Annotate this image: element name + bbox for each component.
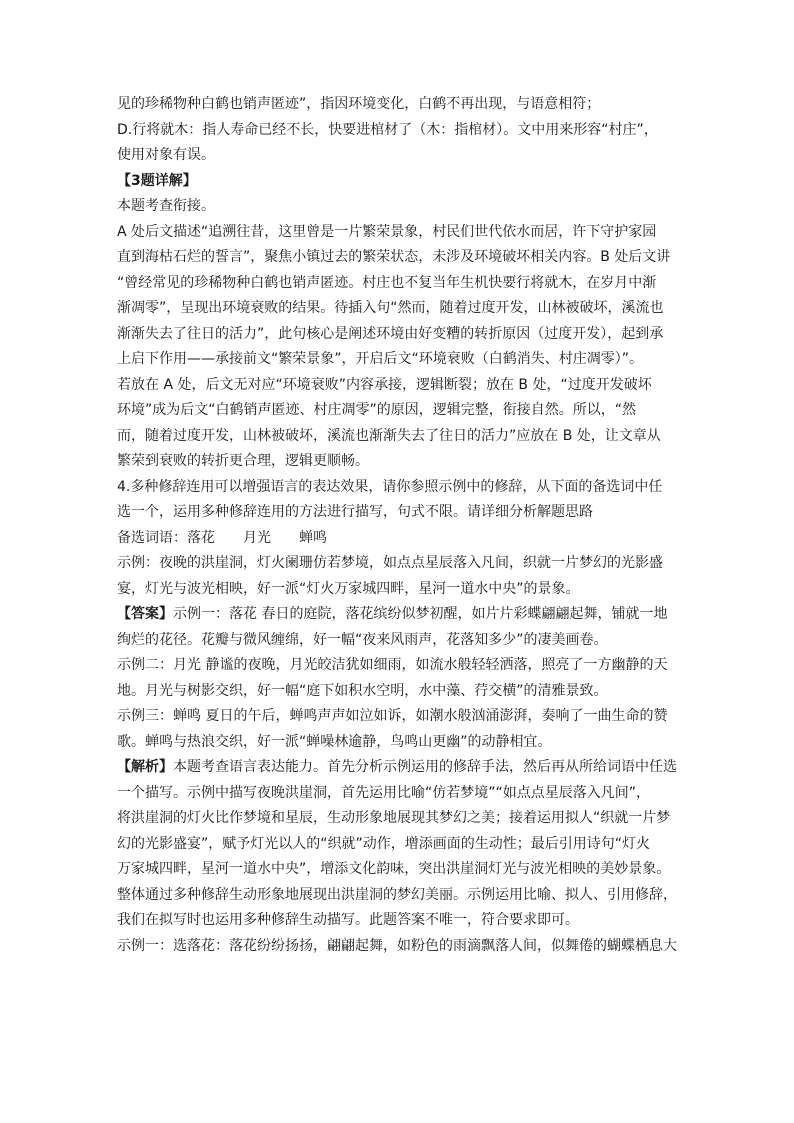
text-line: “曾经常见的珍稀物种白鹤也销声匿迹。村庄也不复当年生机快要行将就木，在岁月中渐 xyxy=(117,274,657,291)
text-line: 选一个，运用多种修辞连用的方法进行描写，句式不限。请详细分析解题思路 xyxy=(117,504,593,520)
text-line xyxy=(117,602,682,628)
text-line: 歌。蝉鸣与热浪交织，好一派“蝉噪林逾静，鸟鸣山更幽”的动静相宜。 xyxy=(117,733,552,750)
text-line: 本题考查衔接。 xyxy=(117,198,215,214)
text-line: 幻的光影盛宴”，赋予灯光以人的“织就”动作，增添画面的生动性；最后引用诗句“灯火 xyxy=(117,835,651,852)
text-line: 繁荣到衰败的转折更合理，逻辑更顺畅。 xyxy=(117,453,369,469)
text-line: 我们在拟写时也运用多种修辞生动描写。此题答案不唯一，符合要求即可。 xyxy=(117,912,579,928)
text-line: 示例一：选落花：落花纷纷扬扬，翩翩起舞，如粉色的雨滴飘落人间，似舞倦的蝴蝶栖息大 xyxy=(117,937,677,954)
text-line: 【3题详解】 xyxy=(117,172,197,189)
text-line: A 处后文描述“追溯往昔，这里曾是一片繁荣景象，村民们世代依水而居，许下守护家园 xyxy=(117,223,657,240)
text-line: 而，随着过度开发，山林被破坏，溪流也渐渐失去了往日的活力”应放在 B 处，让文章从 xyxy=(117,427,661,444)
text-line: 一个描写。示例中描写夜晚洪崖洞，首先运用比喻“仿若梦境”“如点点星辰落入凡间”， xyxy=(117,784,651,801)
text-line: 宴，灯光与波光相映，好一派“灯火万家城四畔，星河一道水中央”的景象。 xyxy=(117,580,580,597)
text-line: 万家城四畔，星河一道水中央”，增添文化韵味，突出洪崖洞灯光与波光相映的美妙景象。 xyxy=(117,861,671,877)
text-line: 示例二：月光 静谧的夜晚，月光皎洁犹如细雨，如流水般轻轻洒落，照亮了一方幽静的天 xyxy=(117,657,668,673)
line-text: 示例一：落花 春日的庭院，落花缤纷似梦初醒，如片片彩蝶翩翩起舞，铺就一地 xyxy=(173,606,668,622)
text-line: 直到海枯石烂的誓言”，聚焦小镇过去的繁荣状态，未涉及环境破坏相关内容。B 处后文讲 xyxy=(117,249,671,265)
text-line: 地。月光与树影交织，好一幅“庭下如积水空明，水中藻、荇交横”的清雅景致。 xyxy=(117,682,608,699)
section-tag: 【答案】 xyxy=(117,606,173,622)
text-line: 上启下作用——承接前文“繁荣景象”，开启后文“环境衰败（白鹤消失、村庄凋零）”。 xyxy=(117,351,644,367)
text-line: 整体通过多种修辞生动形象地展现出洪崖洞的梦幻美丽。示例运用比喻、拟人、引用修辞， xyxy=(117,886,677,903)
text-line: 4.多种修辞连用可以增强语言的表达效果，请你参照示例中的修辞，从下面的备选词中任 xyxy=(117,478,663,495)
text-line: D.行将就木：指人寿命已经不长，快要进棺材了（木：指棺材）。文中用来形容“村庄”， xyxy=(117,121,658,138)
document-body xyxy=(117,92,682,959)
text-line xyxy=(117,755,682,781)
text-line: 示例三：蝉鸣 夏日的午后，蝉鸣声声如泣如诉，如潮水般汹涌澎湃，奏响了一曲生命的赞 xyxy=(117,708,668,724)
text-line: 渐凋零”，呈现出环境衰败的结果。待插入句“然而，随着过度开发，山林被破坏，溪流也 xyxy=(117,300,664,316)
section-tag: 【解析】 xyxy=(117,759,173,775)
text-line: 渐渐失去了往日的活力”，此句核心是阐述环境由好变糟的转折原因（过度开发），起到承 xyxy=(117,325,664,342)
text-line: 环境”成为后文“白鹤销声匿迹、村庄凋零”的原因，逻辑完整，衔接自然。所以，“然 xyxy=(117,402,637,418)
text-line: 见的珍稀物种白鹤也销声匿迹”，指因环境变化，白鹤不再出现，与语意相符； xyxy=(117,96,601,112)
line-text: 本题考查语言表达能力。首先分析示例运用的修辞手法，然后再从所给词语中任选 xyxy=(173,759,677,775)
text-line: 示例：夜晚的洪崖洞，灯火阑珊仿若梦境，如点点星辰落入凡间，织就一片梦幻的光影盛 xyxy=(117,555,663,571)
text-line: 使用对象有误。 xyxy=(117,147,215,163)
text-line: 备选词语：落花 月光 蝉鸣 xyxy=(117,529,327,546)
text-line: 若放在 A 处，后文无对应“环境衰败”内容承接，逻辑断裂；放在 B 处，“过度开发破坏 xyxy=(117,376,652,393)
text-line: 绚烂的花径。花瓣与微风缠绵，好一幅“夜来风雨声，花落知多少”的凄美画卷。 xyxy=(117,631,608,648)
text-line: 将洪崖洞的灯火比作梦境和星辰，生动形象地展现其梦幻之美；接着运用拟人“织就一片梦 xyxy=(117,810,671,826)
